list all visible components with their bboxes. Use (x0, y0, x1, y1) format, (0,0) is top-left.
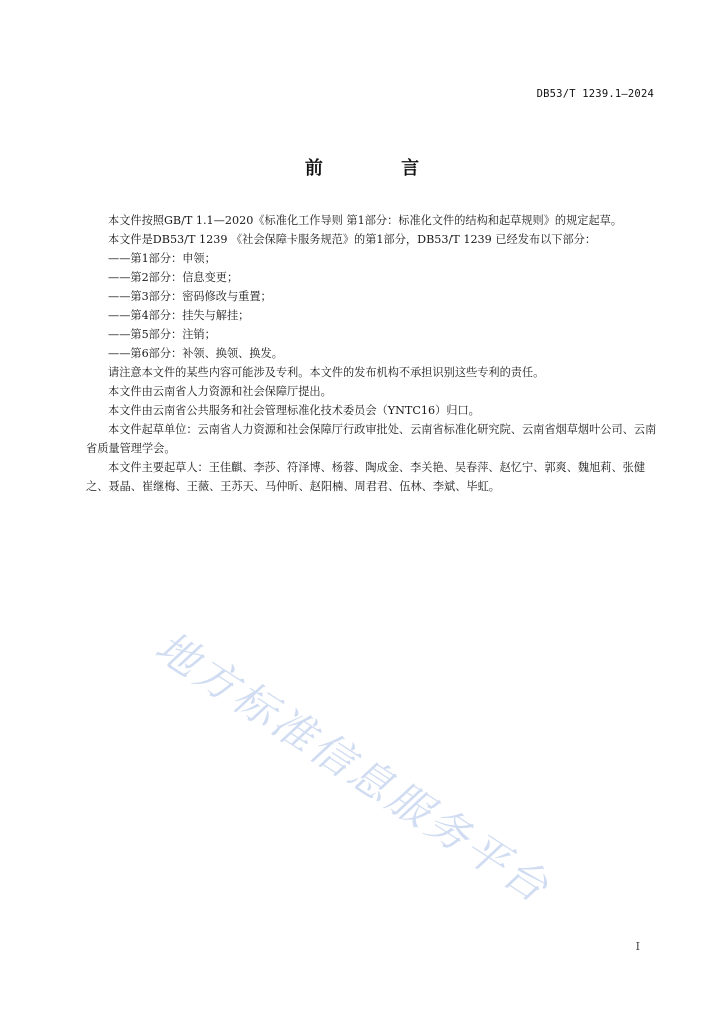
page-number: I (635, 940, 640, 953)
header-divider (86, 106, 656, 107)
foreword-body (86, 211, 658, 496)
part-list-item: ——第2部分：信息变更； (108, 271, 239, 284)
foreword-paragraph-series: 本文件是DB53/T 1239 《社会保障卡服务规范》的第1部分，DB53/T 1239 已经发布以下部分： (108, 233, 597, 246)
drafting-units: 本文件起草单位：云南省人力资源和社会保障厅行政审批处、云南省标准化研究院、云南省烟草烟叶公司、云南省质量管理学会。 (86, 423, 657, 455)
part-list-item: ——第6部分：补领、换领、换发。 (108, 347, 283, 360)
proposer-statement: 本文件由云南省人力资源和社会保障厅提出。 (108, 385, 332, 398)
page-title: 前 言 (304, 158, 456, 179)
watermark: 地方标准信息服务平台 (146, 621, 560, 914)
patent-notice: 请注意本文件的某些内容可能涉及专利。本文件的发布机构不承担识别这些专利的责任。 (108, 366, 545, 379)
part-list-item: ——第5部分：注销； (108, 328, 216, 341)
document-code: DB53/T 1239.1—2024 (536, 88, 654, 100)
part-list-item: ——第3部分：密码修改与重置； (108, 290, 272, 303)
part-list-item: ——第1部分：申领； (108, 252, 216, 265)
part-list-item: ——第4部分：挂失与解挂； (108, 309, 250, 322)
drafters: 本文件主要起草人：王佳麒、李莎、符泽博、杨蓉、陶成金、李关艳、吴春萍、赵忆宁、郭爽、魏旭莉、张健之、聂晶、崔继梅、王薇、王苏天、马仲昕、赵阳楠、周君君、伍林、李斌、毕虹。 (86, 461, 646, 493)
foreword-paragraph-drafting-rules: 本文件按照GB/T 1.1—2020《标准化工作导则 第1部分：标准化文件的结构和起草规则》的规定起草。 (108, 214, 623, 227)
centralized-statement: 本文件由云南省公共服务和社会管理标准化技术委员会（YNTC16）归口。 (108, 404, 480, 417)
